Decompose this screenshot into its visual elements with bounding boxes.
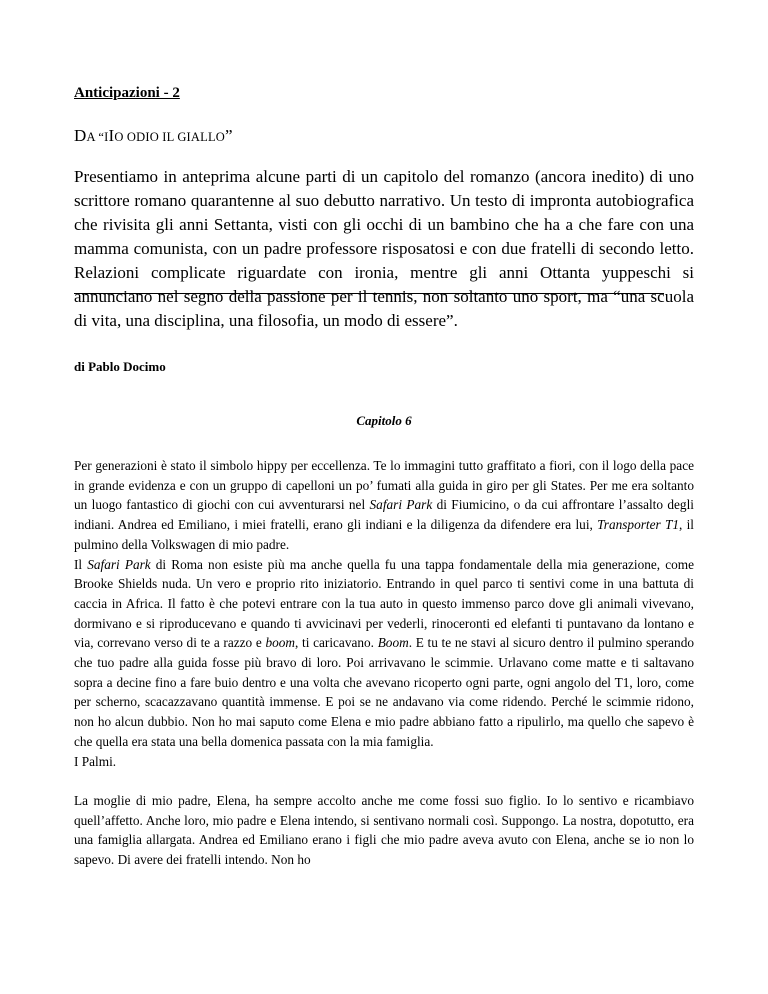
body-paragraph-1 [74,456,694,555]
italic-run: Transporter T1 [597,517,679,533]
chapter-body [74,456,694,870]
title-initial: D [74,126,87,145]
text-run: , ti caricavano. [295,635,378,651]
body-paragraph-4: La moglie di mio padre, Elena, ha sempre accolto anche me come fossi suo figlio. Io lo sentivo e ricambiavo quell’affetto. Anche loro, mio padre e Elena intendo, si sentivano normali così. Suppongo. La nostra, dopotutto, era una famiglia allargata. Andrea ed Emiliano erano i figli che mio padre aveva avuto con Elena, anche se io non lo sapevo. Di avere dei fratelli intendo. Non ho [74,792,694,868]
text-run: di Roma non esiste più ma anche quella fu una tappa fondamentale della mia generazione, come Brooke Shields nuda. Un vero e proprio rito iniziatorio. Entrando in quel parco ti sentivi come in una battuta di caccia in Africa. Il fatto è che potevi entrare con la tua auto in questo immenso parco dove gli animali vivevano, dormivano e si riproducevano e quando ti avvicinavi per vederli, rinoceronti ed elefanti ti puntavano da lontano e via, correvano verso di te a razzo e [74,556,694,651]
separator-rule [74,293,664,294]
italic-run: Safari Park [87,556,151,572]
byline: di Pablo Docimo [74,359,166,374]
italic-run: boom [265,635,296,651]
text-run: Per generazioni è stato il simbolo hippy per eccellenza. Te lo immagini tutto graffitato a fiori, con il logo della pace in grande evidenza e con un gruppo di capelloni un po’ fumati alla guida in giro per gli States. Per me era soltanto un luogo fantastico di giochi con cui avventurarsi nel [74,458,694,513]
article-title [74,126,233,146]
title-initial-2: I [108,126,115,145]
text-run: , il pulmino della Volkswagen di mio padre. [74,517,694,552]
section-kicker: Anticipazioni - 2 [74,85,180,101]
chapter-heading: Capitolo 6 [356,413,412,428]
body-paragraph-2 [74,555,694,752]
title-close-quote: ” [225,126,233,145]
text-run: di Fiumicino, o da cui affrontare l’assalto degli indiani. Andrea ed Emiliano, i miei fratelli, erano gli indiani e la diligenza da difendere era lui, [74,497,694,533]
intro-paragraph: Presentiamo in anteprima alcune parti di un capitolo del romanzo (ancora inedito) di uno scrittore romano quarantenne al suo debutto narrativo. Un testo di impronta autobiografica che rivisita gli anni Settanta, visti con gli occhi di un bambino che ha a che fare con una mamma comunista, con un padre professore risposatosi e con due fratelli di secondo letto. Relazioni complicate riguardate con ironia, mentre gli anni Ottanta yuppeschi si annunciano nel segno della passione per il tennis, non soltanto uno sport, ma “una scuola di vita, una disciplina, una filosofia, un modo di essere”. [74,167,694,330]
text-run: Il [74,556,88,572]
text-run: . E tu te ne stavi al sicuro dentro il pulmino sperando che tuo padre alla guida fosse più bravo di loro. Poi arrivavano le scimmie. Urlavano come matte e ti saltavano sopra a decine fino a fare buio dentro e una volta che avevano ricoperto ogni parte, ogni angolo del T1, loro, come per scherno, scacazzavano quantità immense. E poi se ne andavano via come ridendo. Perché le scimmie ridono, non ho alcun dubbio. Non ho mai saputo come Elena e mio padre abbiano fatto a ripulirlo, ma quello che sapevo è che quella era stata una bella domenica passata con la mia famiglia. [74,635,694,749]
title-smallcaps-2: O ODIO IL GIALLO [114,130,226,144]
title-smallcaps-1: A “I [86,130,109,144]
italic-run: Boom [377,635,409,651]
italic-run: Safari Park [369,497,433,513]
body-paragraph-3: I Palmi. [74,753,117,769]
